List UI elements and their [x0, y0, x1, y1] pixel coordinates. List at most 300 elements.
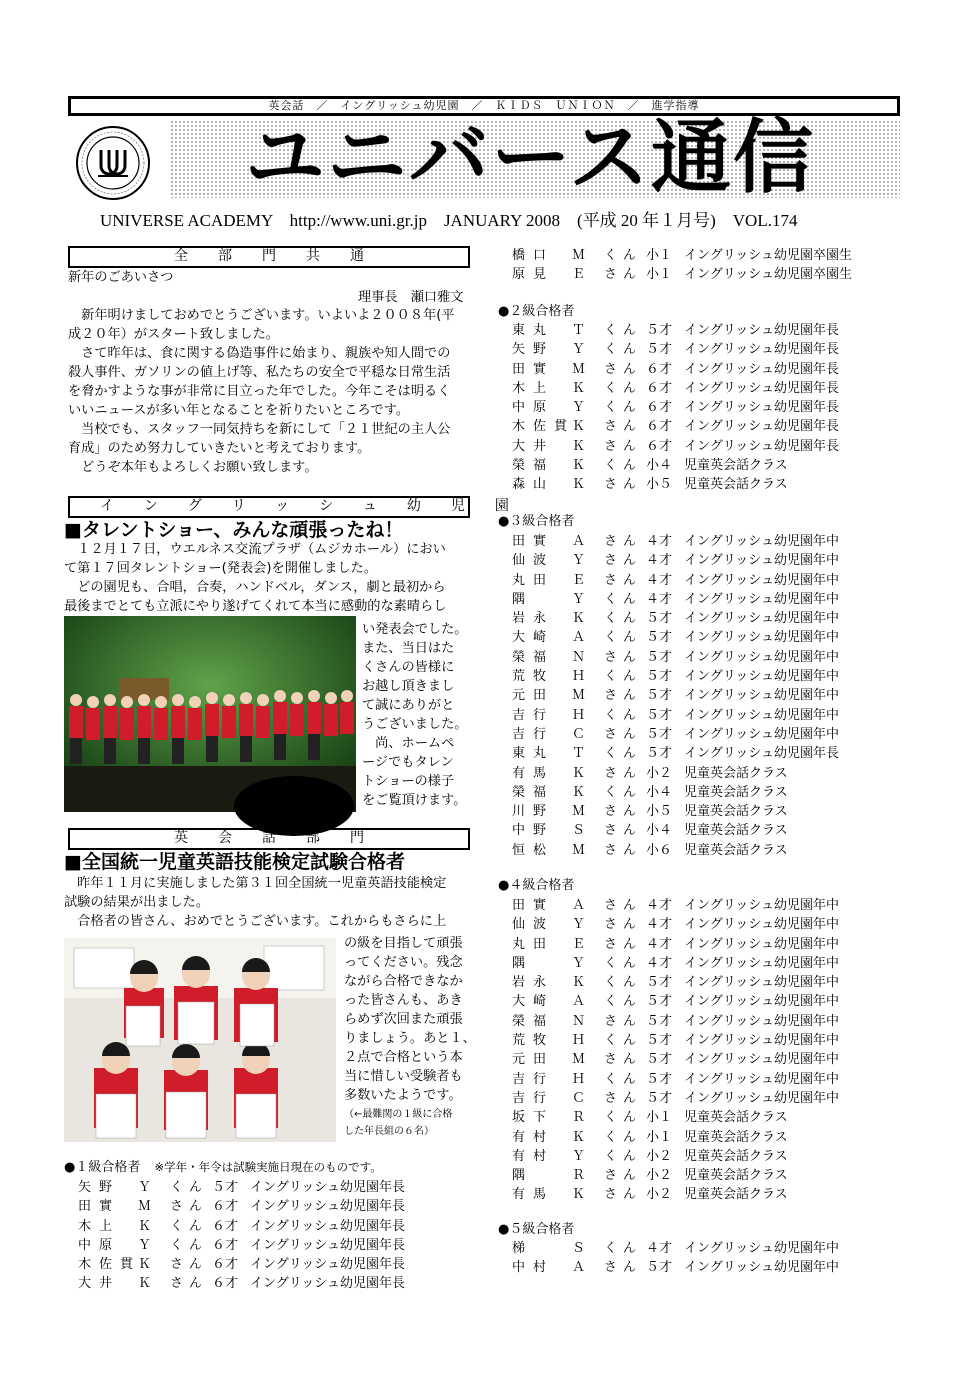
- roster-surname: 大崎: [512, 630, 555, 646]
- header-topbar: 英会話 ／ イングリッシュ幼児園 ／ ＫＩＤＳ ＵＮＩＯＮ ／ 進学指導: [68, 96, 900, 116]
- roster-row: [512, 398, 839, 417]
- roster-grade-age: ５才: [646, 611, 673, 627]
- roster-row: [512, 744, 839, 763]
- roster-class-name: イングリッシュ幼児園年中: [684, 553, 839, 569]
- roster-class-name: イングリッシュ幼児園年中: [684, 975, 839, 991]
- roster-row: [512, 1166, 839, 1185]
- text-line: くさんの皆様に: [362, 660, 455, 675]
- roster-surname: 隅: [512, 955, 534, 971]
- text-line: 昨年１１月に実施しました第３１回全国統一児童英語技能検定: [64, 876, 447, 891]
- roster-grade-age: ５才: [646, 1090, 673, 1106]
- roster-class-name: イングリッシュ幼児園年長: [684, 361, 839, 377]
- roster-class-name: イングリッシュ幼児園年中: [684, 611, 839, 627]
- roster-class-name: イングリッシュ幼児園年中: [684, 649, 839, 665]
- roster-row: [512, 783, 839, 802]
- text-line: ながら合格できなか: [344, 974, 463, 989]
- roster-row: [512, 992, 839, 1011]
- roster-class-name: イングリッシュ幼児園年中: [684, 1033, 839, 1049]
- roster-surname: 田實: [78, 1199, 121, 1215]
- roster-honorific: さん: [604, 726, 643, 742]
- text-line: 殺人事件、ガソリンの値上げ等、私たちの安全で平穏な日常生活: [68, 365, 451, 380]
- roster-grade-age: ５才: [646, 1052, 673, 1068]
- roster-class-name: 児童英会話クラス: [684, 1110, 788, 1126]
- roster-surname: 榮福: [512, 784, 555, 800]
- roster-row: [512, 686, 839, 705]
- roster-honorific: さん: [604, 804, 643, 820]
- roster-honorific: さん: [604, 688, 643, 704]
- text-line: をご覧頂けます。: [362, 793, 467, 808]
- roster-grade-age: ４才: [646, 591, 673, 607]
- section2-body: [64, 540, 484, 616]
- roster-initial: Ｃ: [572, 726, 586, 742]
- roster-class-name: イングリッシュ幼児園年中: [684, 917, 839, 933]
- roster-grade-age: ６才: [212, 1199, 239, 1215]
- section-head-english: 英会話部門: [68, 828, 470, 850]
- roster-initial: Ｓ: [572, 1241, 586, 1256]
- roster-honorific: くん: [604, 630, 643, 646]
- grade3-list: [512, 532, 839, 860]
- roster-class-name: イングリッシュ幼児園年長: [684, 438, 839, 454]
- roster-honorific: さん: [170, 1199, 209, 1215]
- roster-surname: 榮福: [512, 458, 555, 474]
- roster-row: [512, 532, 839, 551]
- roster-class-name: イングリッシュ幼児園年長: [250, 1218, 405, 1234]
- header-subline: UNIVERSE ACADEMY http://www.uni.gr.jp JANUARY 2008 (平成 20 年１月号) VOL.174: [100, 211, 798, 230]
- roster-grade-age: ５才: [646, 669, 673, 685]
- roster-honorific: さん: [604, 649, 643, 665]
- roster-honorific: さん: [604, 823, 643, 839]
- roster-row: [512, 896, 839, 915]
- roster-honorific: くん: [604, 323, 643, 338]
- roster-grade-age: ５才: [646, 994, 673, 1010]
- roster-honorific: さん: [604, 936, 643, 952]
- roster-honorific: くん: [604, 1148, 643, 1164]
- roster-initial: Ｙ: [572, 1148, 586, 1164]
- roster-class-name: イングリッシュ幼児園年中: [684, 1013, 839, 1029]
- roster-grade-age: ６才: [212, 1276, 239, 1292]
- roster-row: [78, 1236, 405, 1255]
- roster-initial: Ｙ: [572, 342, 586, 358]
- text-line: ２点で合格という本: [344, 1050, 463, 1065]
- roster-surname: 有馬: [512, 765, 555, 781]
- roster-initial: Ｋ: [572, 477, 586, 493]
- roster-class-name: イングリッシュ幼児園年中: [684, 630, 839, 646]
- roster-grade-age: ４才: [646, 534, 673, 549]
- roster-row: [512, 1239, 839, 1258]
- roster-honorific: くん: [604, 746, 643, 762]
- roster-row: [78, 1274, 405, 1293]
- roster-honorific: さん: [604, 572, 643, 588]
- roster-initial: Ｙ: [572, 955, 586, 971]
- roster-class-name: 児童英会話クラス: [684, 1168, 788, 1184]
- roster-class-name: イングリッシュ幼児園年長: [684, 323, 839, 338]
- roster-initial: Ｙ: [138, 1180, 152, 1195]
- photo-caption-2: した年長組の６名）: [344, 1126, 434, 1137]
- roster-initial: Ｋ: [572, 1187, 586, 1203]
- roster-row: [512, 725, 839, 744]
- roster-surname: 荒牧: [512, 669, 555, 685]
- roster-honorific: くん: [604, 248, 643, 263]
- roster-row: [512, 360, 839, 379]
- roster-honorific: くん: [604, 707, 643, 723]
- roster-surname: 元田: [512, 1052, 555, 1068]
- grade1-note: ※学年・年令は試験実施日現在のものです。: [154, 1160, 382, 1174]
- grade3-title: ●３級合格者: [498, 514, 575, 529]
- grade4-title: ●４級合格者: [498, 878, 575, 893]
- roster-honorific: くん: [170, 1237, 209, 1253]
- roster-honorific: くん: [604, 669, 643, 685]
- roster-surname: 森山: [512, 477, 555, 493]
- roster-class-name: 児童英会話クラス: [684, 804, 788, 820]
- roster-surname: 木佐貫: [78, 1257, 142, 1273]
- text-line: また、当日はた: [362, 641, 455, 656]
- roster-initial: Ａ: [572, 994, 586, 1010]
- roster-grade-age: ５才: [646, 746, 673, 762]
- roster-honorific: さん: [604, 765, 643, 781]
- roster-initial: Ｍ: [572, 804, 586, 820]
- roster-grade-age: ６才: [646, 438, 673, 454]
- roster-grade-age: ４才: [646, 553, 673, 569]
- roster-surname: 木上: [78, 1218, 121, 1234]
- roster-class-name: イングリッシュ幼児園年長: [684, 380, 839, 396]
- roster-row: [512, 821, 839, 840]
- roster-class-name: 児童英会話クラス: [684, 1148, 788, 1164]
- roster-grade-age: 小４: [646, 458, 673, 474]
- text-line: どの園児も、合唱，合奏，ハンドベル，ダンス，劇と最初から: [64, 580, 446, 595]
- roster-surname: 丸田: [512, 572, 555, 588]
- text-line: 最後までとても立派にやり遂げてくれて本当に感動的な素晴らし: [64, 599, 447, 614]
- text-line: て誠にありがと: [362, 698, 455, 713]
- text-line: らめず次回また頑張: [344, 1012, 463, 1027]
- grade5-title: ●５級合格者: [498, 1222, 575, 1237]
- roster-initial: Ｒ: [572, 1110, 586, 1126]
- text-line: 育成」のため努力していきたいと考えております。: [68, 441, 371, 456]
- roster-surname: 東丸: [512, 746, 555, 762]
- roster-initial: Ｋ: [572, 611, 586, 627]
- roster-honorific: くん: [604, 1110, 643, 1126]
- roster-surname: 元田: [512, 688, 555, 704]
- text-line: ージでもタレン: [362, 755, 454, 770]
- text-line: りましょう。あと１、: [344, 1031, 476, 1046]
- roster-grade-age: ５才: [646, 630, 673, 646]
- roster-row: [512, 1185, 839, 1204]
- roster-row: [512, 973, 839, 992]
- roster-class-name: イングリッシュ幼児園年中: [684, 688, 839, 704]
- text-line: て第１７回タレントショー(発表会)を開催しました。: [64, 561, 378, 576]
- roster-initial: Ｍ: [572, 248, 586, 263]
- roster-class-name: イングリッシュ幼児園年中: [684, 955, 839, 971]
- roster-honorific: さん: [604, 898, 643, 913]
- photo-caption-1: （←最難関の１級に合格: [344, 1109, 453, 1120]
- roster-surname: 吉行: [512, 1071, 555, 1087]
- roster-honorific: くん: [604, 1129, 643, 1145]
- roster-surname: 川野: [512, 804, 555, 820]
- roster-initial: Ｔ: [572, 746, 586, 762]
- roster-grade-age: ５才: [646, 1071, 673, 1087]
- roster-honorific: さん: [170, 1257, 209, 1273]
- roster-grade-age: ５才: [646, 323, 673, 338]
- roster-class-name: イングリッシュ幼児園年長: [684, 342, 839, 358]
- roster-grade-age: 小４: [646, 784, 673, 800]
- roster-row: [512, 954, 839, 973]
- roster-class-name: イングリッシュ幼児園年長: [250, 1199, 405, 1215]
- text-line: い発表会でした。: [362, 622, 468, 637]
- roster-initial: Ｋ: [572, 380, 586, 396]
- text-line: トショーの様子: [362, 774, 455, 789]
- roster-grade-age: ５才: [646, 688, 673, 704]
- roster-honorific: くん: [604, 1071, 643, 1087]
- roster-row: [512, 340, 839, 359]
- roster-grade-age: ６才: [212, 1257, 239, 1273]
- roster-grade-age: ５才: [646, 726, 673, 742]
- text-line: １２月１７日，ウエルネス交流プラザ（ムジカホール）におい: [64, 542, 446, 557]
- roster-initial: Ｍ: [572, 1052, 586, 1068]
- roster-grade-age: 小１: [646, 1129, 673, 1145]
- roster-row: [512, 1070, 839, 1089]
- roster-initial: Ｙ: [138, 1237, 152, 1253]
- roster-grade-age: 小１: [646, 267, 673, 283]
- roster-surname: 坂下: [512, 1110, 555, 1126]
- roster-surname: 中村: [512, 1260, 555, 1276]
- roster-class-name: 児童英会話クラス: [684, 1129, 788, 1145]
- roster-surname: 隅: [512, 1168, 534, 1184]
- roster-row: [512, 706, 839, 725]
- roster-honorific: さん: [604, 267, 643, 283]
- roster-initial: Ｋ: [572, 438, 586, 454]
- roster-initial: Ｍ: [138, 1199, 152, 1215]
- roster-class-name: イングリッシュ幼児園年長: [684, 400, 839, 416]
- roster-class-name: イングリッシュ幼児園年中: [684, 898, 839, 913]
- roster-surname: 岩永: [512, 975, 555, 991]
- section1-body: [68, 306, 478, 477]
- roster-surname: 田實: [512, 898, 555, 913]
- roster-surname: 仙波: [512, 553, 555, 569]
- roster-surname: 仙波: [512, 917, 555, 933]
- text-line: を脅かすような事が非常に目立った年でした。今年こそは明るく: [68, 384, 451, 399]
- roster-grade-age: ４才: [646, 572, 673, 588]
- roster-initial: Ｍ: [572, 842, 586, 858]
- roster-grade-age: 小１: [646, 248, 673, 263]
- roster-honorific: くん: [604, 611, 643, 627]
- roster-class-name: 児童英会話クラス: [684, 477, 788, 493]
- roster-initial: Ｈ: [572, 1033, 586, 1049]
- roster-surname: 田實: [512, 361, 555, 377]
- roster-surname: 吉行: [512, 1090, 555, 1106]
- talent-show-photo: [64, 616, 356, 812]
- roster-row: [512, 802, 839, 821]
- roster-initial: Ｋ: [138, 1257, 152, 1273]
- roster-honorific: さん: [604, 534, 643, 549]
- roster-grade-age: ６才: [646, 400, 673, 416]
- roster-class-name: 児童英会話クラス: [684, 784, 788, 800]
- roster-honorific: くん: [604, 591, 643, 607]
- roster-class-name: イングリッシュ幼児園年中: [684, 936, 839, 952]
- roster-surname: 榮福: [512, 649, 555, 665]
- roster-honorific: さん: [604, 1187, 643, 1203]
- roster-initial: Ａ: [572, 898, 586, 913]
- roster-class-name: イングリッシュ幼児園年中: [684, 669, 839, 685]
- roster-row: [512, 667, 839, 686]
- roster-row: [512, 321, 839, 340]
- roster-grade-age: ４才: [646, 936, 673, 952]
- roster-class-name: 児童英会話クラス: [684, 823, 788, 839]
- roster-initial: Ｒ: [572, 1168, 586, 1184]
- roster-grade-age: ５才: [646, 1033, 673, 1049]
- roster-row: [512, 841, 839, 860]
- roster-surname: 大井: [78, 1276, 121, 1292]
- text-line: った皆さんも、あき: [344, 993, 463, 1008]
- roster-class-name: イングリッシュ幼児園年長: [250, 1276, 405, 1292]
- roster-row: [512, 1012, 839, 1031]
- roster-initial: Ｙ: [572, 591, 586, 607]
- roster-surname: 隅: [512, 591, 534, 607]
- roster-initial: Ａ: [572, 534, 586, 549]
- text-line: うございました。: [362, 717, 468, 732]
- text-line: 当校でも、スタッフ一同気持ちを新にして「２１世紀の主人公: [68, 422, 451, 437]
- roster-class-name: イングリッシュ幼児園年中: [684, 726, 839, 742]
- text-line: 成２０年）がスタート致しました。: [68, 327, 279, 342]
- roster-honorific: さん: [604, 419, 643, 435]
- roster-honorific: くん: [604, 458, 643, 474]
- roster-row: [512, 1147, 839, 1166]
- roster-grade-age: ６才: [646, 380, 673, 396]
- grade2-title: ●２級合格者: [498, 304, 575, 319]
- section-head-kindergarten: イングリッシュ幼児園: [68, 496, 470, 518]
- roster-row: [512, 551, 839, 570]
- roster-row: [512, 246, 852, 265]
- exam-headline: ■全国統一児童英語技能検定試験合格者: [64, 851, 405, 873]
- roster-grade-age: 小１: [646, 1110, 673, 1126]
- roster-surname: 原見: [512, 267, 555, 283]
- exam-winners-photo: [64, 938, 336, 1142]
- roster-class-name: 児童英会話クラス: [684, 458, 788, 474]
- roster-surname: 田實: [512, 534, 555, 549]
- roster-class-name: 児童英会話クラス: [684, 765, 788, 781]
- roster-initial: Ｓ: [572, 823, 586, 839]
- roster-honorific: さん: [604, 553, 643, 569]
- roster-class-name: 児童英会話クラス: [684, 842, 788, 858]
- right-top-list: [512, 246, 852, 285]
- roster-honorific: くん: [604, 955, 643, 971]
- roster-grade-age: ５才: [646, 649, 673, 665]
- roster-grade-age: ６才: [212, 1237, 239, 1253]
- roster-grade-age: 小６: [646, 842, 673, 858]
- roster-grade-age: 小５: [646, 477, 673, 493]
- roster-initial: Ａ: [572, 1260, 586, 1276]
- roster-initial: Ｎ: [572, 1013, 586, 1029]
- grade4-list: [512, 896, 839, 1205]
- roster-class-name: イングリッシュ幼児園年長: [250, 1257, 405, 1273]
- roster-grade-age: ４才: [646, 917, 673, 933]
- roster-surname: 東丸: [512, 323, 555, 338]
- roster-grade-age: ６才: [212, 1218, 239, 1234]
- roster-surname: 大井: [512, 438, 555, 454]
- roster-surname: 恒松: [512, 842, 555, 858]
- section3-side-text: [344, 934, 484, 1139]
- roster-surname: 有馬: [512, 1187, 555, 1203]
- roster-row: [512, 590, 839, 609]
- roster-honorific: さん: [604, 842, 643, 858]
- grade1-title-row: [64, 1158, 382, 1177]
- roster-row: [512, 648, 839, 667]
- roster-row: [512, 935, 839, 954]
- roster-honorific: くん: [170, 1218, 209, 1234]
- roster-surname: 中原: [78, 1237, 121, 1253]
- roster-row: [512, 265, 852, 284]
- text-line: 多数いたようです。: [344, 1088, 462, 1103]
- roster-class-name: イングリッシュ幼児園年中: [684, 591, 839, 607]
- roster-row: [78, 1217, 405, 1236]
- roster-row: [512, 379, 839, 398]
- roster-initial: Ｋ: [572, 784, 586, 800]
- roster-surname: 有村: [512, 1129, 555, 1145]
- roster-surname: 橋口: [512, 248, 555, 263]
- roster-initial: Ｈ: [572, 707, 586, 723]
- roster-surname: 吉行: [512, 726, 555, 742]
- text-line: 試験の結果が出ました。: [64, 895, 210, 910]
- roster-row: [512, 764, 839, 783]
- roster-grade-age: ４才: [646, 955, 673, 971]
- roster-honorific: さん: [604, 1168, 643, 1184]
- text-line: どうぞ本年もよろしくお願い致します。: [68, 460, 318, 475]
- roster-grade-age: 小２: [646, 765, 673, 781]
- roster-honorific: くん: [170, 1180, 209, 1195]
- roster-initial: Ｅ: [572, 267, 586, 283]
- roster-surname: 矢野: [78, 1180, 121, 1195]
- roster-honorific: さん: [604, 477, 643, 493]
- roster-row: [512, 1050, 839, 1069]
- roster-surname: 木上: [512, 380, 555, 396]
- grade1-title: ●１級合格者: [64, 1160, 141, 1175]
- roster-row: [512, 1108, 839, 1127]
- section2-side-text: [362, 620, 482, 810]
- roster-surname: 木佐貫: [512, 419, 576, 435]
- roster-initial: Ｅ: [572, 572, 586, 588]
- roster-row: [512, 437, 839, 456]
- roster-surname: 岩永: [512, 611, 555, 627]
- roster-initial: Ｍ: [572, 688, 586, 704]
- roster-row: [512, 609, 839, 628]
- roster-row: [512, 1128, 839, 1147]
- roster-grade-age: 小２: [646, 1148, 673, 1164]
- roster-row: [78, 1197, 405, 1216]
- text-line: お越し頂きまし: [362, 679, 455, 694]
- roster-grade-age: ５才: [646, 1260, 673, 1276]
- roster-initial: Ｋ: [572, 419, 586, 435]
- roster-row: [512, 475, 839, 494]
- roster-grade-age: 小２: [646, 1187, 673, 1203]
- roster-honorific: さん: [604, 1260, 643, 1276]
- roster-row: [512, 1089, 839, 1108]
- roster-class-name: イングリッシュ幼児園年中: [684, 707, 839, 723]
- roster-row: [78, 1178, 405, 1197]
- roster-grade-age: 小５: [646, 804, 673, 820]
- roster-row: [512, 417, 839, 436]
- roster-honorific: さん: [604, 1052, 643, 1068]
- roster-grade-age: ５才: [212, 1180, 239, 1195]
- roster-surname: 梯: [512, 1241, 534, 1256]
- roster-honorific: くん: [604, 975, 643, 991]
- roster-surname: 吉行: [512, 707, 555, 723]
- roster-row: [512, 456, 839, 475]
- roster-class-name: イングリッシュ幼児園年中: [684, 534, 839, 549]
- roster-class-name: イングリッシュ幼児園卒園生: [684, 248, 852, 263]
- roster-grade-age: ４才: [646, 1241, 673, 1256]
- roster-honorific: くん: [604, 380, 643, 396]
- roster-initial: Ｋ: [138, 1276, 152, 1292]
- roster-class-name: イングリッシュ幼児園卒園生: [684, 267, 852, 283]
- roster-class-name: イングリッシュ幼児園年中: [684, 1260, 839, 1276]
